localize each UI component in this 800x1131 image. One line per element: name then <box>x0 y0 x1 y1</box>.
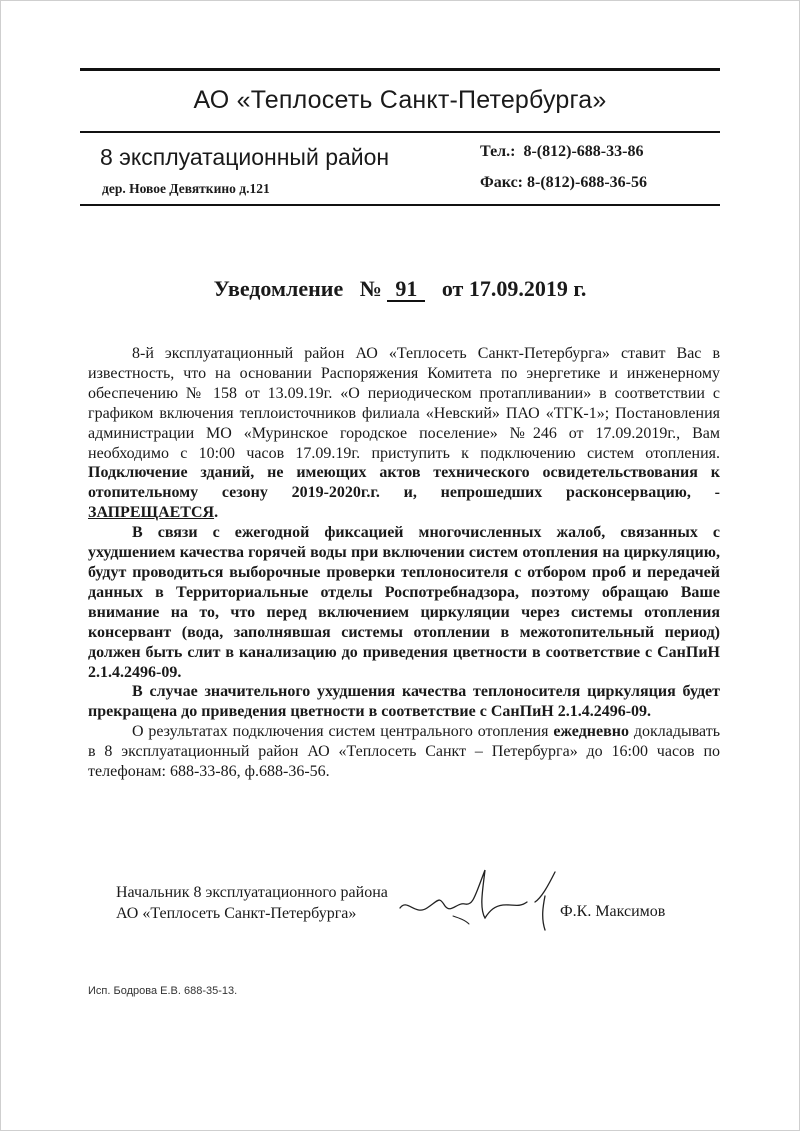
paragraph-4-bold: ежедневно <box>553 723 629 741</box>
paragraph-1-bold: Подключение зданий, не имеющих актов технического освидетельствования к отопительному сезону 2019-2020г.г. и, непрошедших расконсервацию, - <box>88 464 720 502</box>
header-top-rule <box>80 68 720 71</box>
signatory-title <box>116 882 388 924</box>
district-address: дер. Новое Девяткино д.121 <box>102 181 270 196</box>
phone-number: 8-(812)-688-33-86 <box>523 143 644 160</box>
fax-number: 8-(812)-688-36-56 <box>527 174 647 191</box>
header-bottom-rule <box>80 204 720 206</box>
notice-number-sign: № <box>359 276 382 301</box>
notice-number: 91 <box>387 278 425 302</box>
paragraph-3: В случае значительного ухудшения качества теплоносителя циркуляция будет прекращена до приведения цветности в соответствие с СанПиН 2.1.4.2496-09. <box>88 683 720 721</box>
paragraph-1-end: . <box>214 504 219 522</box>
forbidden-word: ЗАПРЕЩАЕТСЯ <box>88 504 215 522</box>
fax-line <box>480 174 647 192</box>
fax-label: Факс: <box>480 174 523 191</box>
paragraph-4-end: докладывать в 8 эксплуатационный район АО «Теплосеть Санкт – Петербурга» до 16:00 часов по телефонам: 688-33-86, ф.688-36-56. <box>88 723 721 781</box>
phone-label: Тел.: <box>480 143 516 160</box>
organization-title: АО «Теплосеть Санкт-Петербурга» <box>193 86 607 114</box>
notice-body <box>88 344 720 782</box>
district-name: 8 эксплуатационный район <box>100 144 390 170</box>
paragraph-1-text: 8-й эксплуатационный район АО «Теплосеть Санкт-Петербурга» ставит Вас в известность, что на основании Распоряжения Комитета по энергетике и инженерному обеспечению № 158 от 13.09.19г. «О периодическом протапливании» в соответствии с графиком включения теплоисточников филиала «Невский» ПАО «ТГК-1»; Постановления администрации МО «Муринское городское поселение» №246 от 17.09.2019г., Вам необходимо с 10:00 часов 17.09.19г. приступить к подключению систем отопления. <box>88 345 720 462</box>
paragraph-4-start: О результатах подключения систем центрального отопления <box>132 723 549 741</box>
handwritten-signature <box>395 858 565 938</box>
signatory-name: Ф.К. Максимов <box>560 903 666 920</box>
paragraph-2: В связи с ежегодной фиксацией многочисленных жалоб, связанных с ухудшением качества горячей воды при включении систем отопления на циркуляцию, будут проводиться выборочные проверки теплоносителя с отбором проб и передачей данных в Территориальные отделы Роспотребнадзора, поэтому обращаю Ваше внимание на то, что перед включением циркуляции через системы отопления консервант (вода, заполнявшая системы отоплении в межотопительный период) должен быть слит в канализацию до приведения цветности в соответствие с СанПиН 2.1.4.2496-09. <box>88 524 720 681</box>
notice-date: от 17.09.2019 г. <box>441 276 587 301</box>
executor-note: Исп. Бодрова Е.В. 688-35-13. <box>88 985 238 997</box>
header-middle-rule <box>80 131 720 133</box>
paragraph-1 <box>88 344 720 523</box>
notice-heading <box>80 276 720 302</box>
signatory-title-line2: АО «Теплосеть Санкт-Петербурга» <box>116 905 357 922</box>
notice-title: Уведомление <box>213 276 344 301</box>
signatory-title-line1: Начальник 8 эксплуатационного района <box>116 884 388 901</box>
paragraph-4 <box>88 722 720 782</box>
phone-line <box>480 143 643 161</box>
